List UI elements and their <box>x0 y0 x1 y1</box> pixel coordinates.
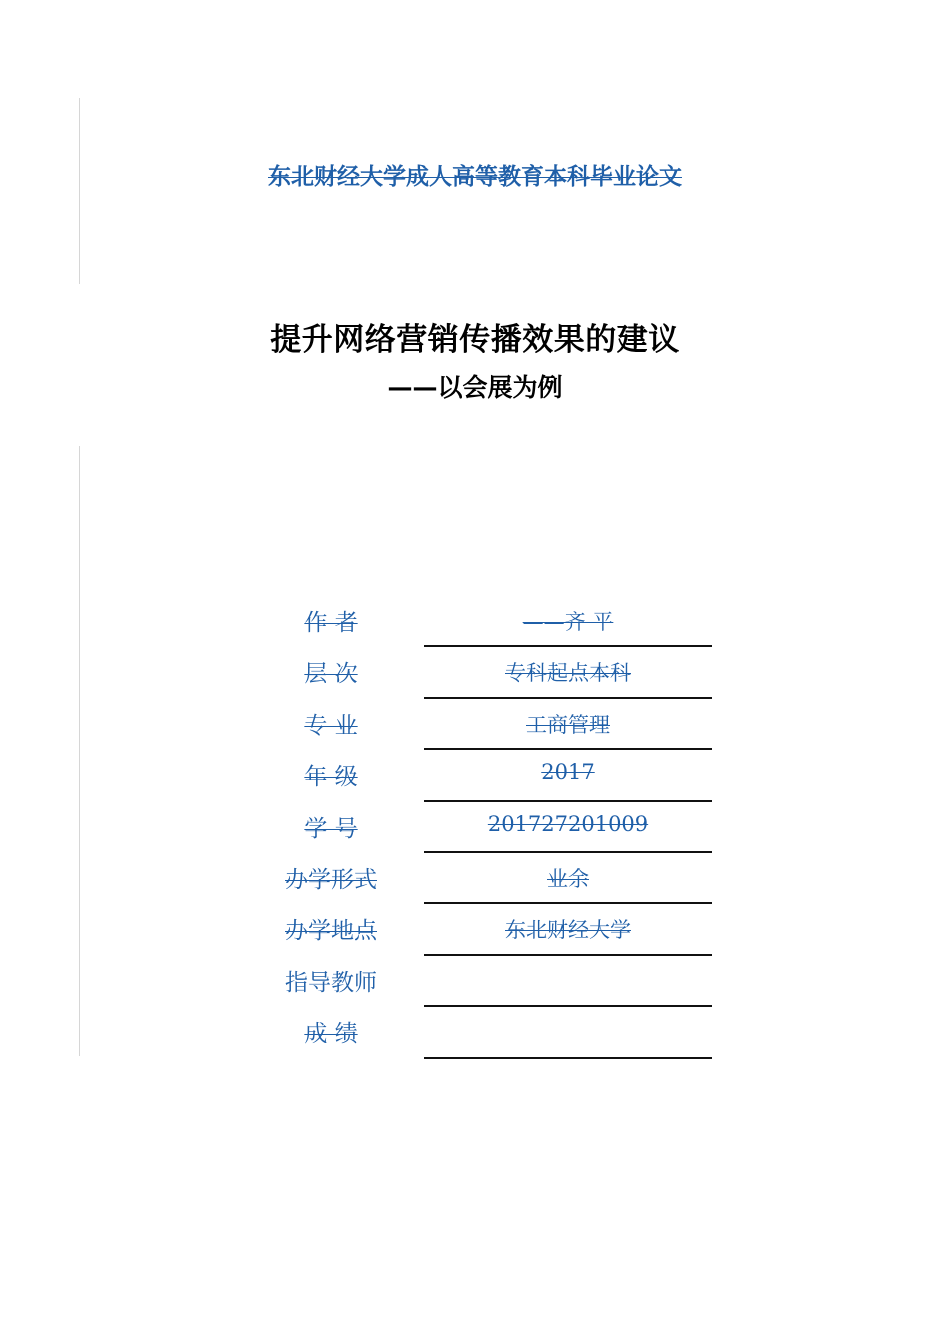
major-label: 专 业 <box>304 712 358 739</box>
info-row-score <box>250 1007 720 1058</box>
thesis-title: 提升网络营销传播效果的建议 <box>270 322 680 358</box>
info-row-study-location <box>250 904 720 955</box>
author-value: ——齐 平 <box>522 610 614 634</box>
advisor-label: 指导教师 <box>285 969 377 996</box>
margin-revision-bar <box>79 98 80 284</box>
study-mode-value: 业余 <box>547 866 589 891</box>
student-id-label: 学 号 <box>304 815 358 842</box>
info-row-advisor <box>250 956 720 1007</box>
university-title: 东北财经大学成人高等教育本科毕业论文 <box>268 164 682 190</box>
grade-value: 2017 <box>541 760 595 785</box>
score-label: 成 绩 <box>304 1021 358 1048</box>
info-row-major <box>250 699 720 750</box>
major-value: 工商管理 <box>526 712 610 737</box>
grade-label: 年 级 <box>304 764 358 791</box>
cover-info-table <box>250 596 720 1059</box>
study-location-label: 办学地点 <box>285 918 377 945</box>
author-label: 作 者 <box>304 610 358 636</box>
margin-revision-bar <box>79 446 80 1056</box>
info-row-grade <box>250 750 720 801</box>
info-row-study-mode <box>250 853 720 904</box>
info-row-author <box>250 596 720 647</box>
student-id-value: 201727201009 <box>487 811 649 836</box>
score-underline <box>424 1057 712 1059</box>
thesis-subtitle: ——以会展为例 <box>387 373 563 402</box>
info-row-student-id <box>250 802 720 853</box>
study-mode-label: 办学形式 <box>285 866 377 893</box>
study-location-value: 东北财经大学 <box>505 918 631 943</box>
info-row-level <box>250 647 720 698</box>
level-value: 专科起点本科 <box>505 661 631 686</box>
level-label: 层 次 <box>304 661 358 688</box>
